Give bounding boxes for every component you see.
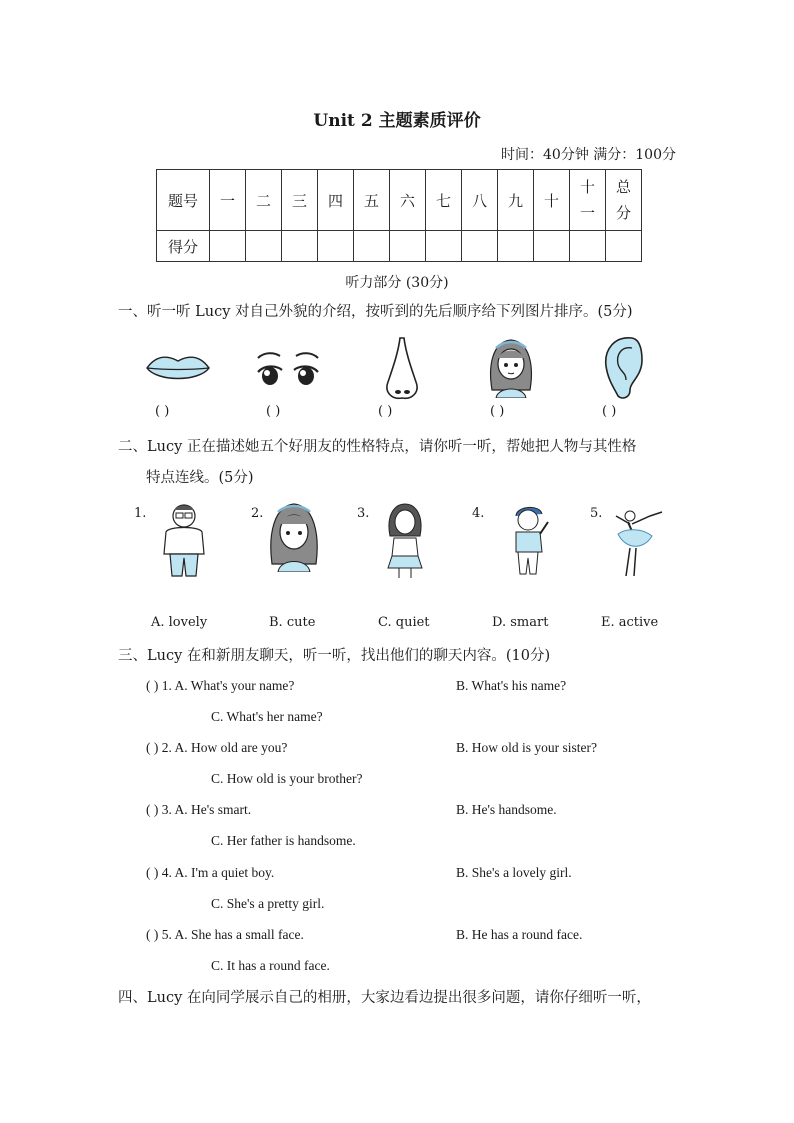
choice-b[interactable]: B. How old is your sister? — [456, 740, 597, 755]
row-label: 题号 — [157, 170, 210, 231]
col-header: 九 — [498, 170, 534, 231]
question-2-text-cont: 特点连线。(5分) — [146, 470, 254, 486]
score-cell[interactable] — [318, 231, 354, 262]
score-cell[interactable] — [282, 231, 318, 262]
question-3-text: 三、Lucy 在和新朋友聊天，听一听，找出他们的聊天内容。(10分) — [118, 648, 551, 664]
col-header: 四 — [318, 170, 354, 231]
col-header: 一 — [210, 170, 246, 231]
choice-b[interactable]: B. He has a round face. — [456, 927, 583, 942]
ear-icon — [602, 336, 646, 400]
score-cell[interactable] — [390, 231, 426, 262]
choice-b[interactable]: B. What's his name? — [456, 678, 567, 693]
man-figure-icon — [158, 502, 210, 580]
choice-c[interactable]: C. How old is your brother? — [211, 771, 363, 786]
item-number: 3. — [357, 506, 370, 521]
col-header: 十 — [534, 170, 570, 231]
score-cell[interactable] — [354, 231, 390, 262]
item-number: 5. — [590, 506, 603, 521]
option-label: E. active — [601, 615, 659, 630]
item-number: 4. — [472, 506, 485, 521]
girl-figure-icon — [266, 500, 322, 572]
choice-c[interactable]: C. What's her name? — [211, 709, 323, 724]
col-header: 十 一 — [570, 170, 606, 231]
score-cell[interactable] — [462, 231, 498, 262]
question-4-text: 四、Lucy 在向同学展示自己的相册，大家边看边提出很多问题，请你仔细听一听， — [118, 990, 651, 1006]
score-cell[interactable] — [210, 231, 246, 262]
eyes-icon — [252, 350, 324, 388]
score-table — [156, 169, 642, 262]
boy-figure-icon — [506, 502, 552, 580]
page-title: Unit 2 主题素质评价 — [313, 111, 481, 131]
choice-a[interactable]: ( ) 3. A. He's smart. — [146, 802, 252, 817]
item-number: 1. — [134, 506, 147, 521]
col-header: 二 — [246, 170, 282, 231]
choice-a[interactable]: ( ) 5. A. She has a small face. — [146, 927, 304, 942]
choice-b[interactable]: B. He's handsome. — [456, 802, 557, 817]
question-2-text: 二、Lucy 正在描述她五个好朋友的性格特点，请你听一听，帮她把人物与其性格 — [118, 439, 637, 455]
item-number: 2. — [251, 506, 264, 521]
score-cell[interactable] — [570, 231, 606, 262]
listening-header: 听力部分 (30分) — [345, 275, 449, 291]
choice-c[interactable]: C. It has a round face. — [211, 958, 330, 973]
ballet-dancer-icon — [604, 506, 666, 580]
choice-c[interactable]: C. She's a pretty girl. — [211, 896, 325, 911]
answer-blank[interactable]: ( ) — [155, 404, 170, 419]
answer-blank[interactable]: ( ) — [602, 404, 617, 419]
choice-a[interactable]: ( ) 4. A. I'm a quiet boy. — [146, 865, 275, 880]
option-label: B. cute — [269, 615, 316, 630]
score-cell[interactable] — [246, 231, 282, 262]
choice-a[interactable]: ( ) 2. A. How old are you? — [146, 740, 288, 755]
choice-a[interactable]: ( ) 1. A. What's your name? — [146, 678, 295, 693]
score-cell[interactable] — [534, 231, 570, 262]
row-label: 得分 — [157, 231, 210, 262]
answer-blank[interactable]: ( ) — [266, 404, 281, 419]
score-cell[interactable] — [498, 231, 534, 262]
col-header: 三 — [282, 170, 318, 231]
option-label: D. smart — [492, 615, 549, 630]
exam-meta: 时间：40分钟 满分：100分 — [501, 147, 676, 163]
nose-icon — [384, 336, 420, 402]
col-header: 五 — [354, 170, 390, 231]
score-cell[interactable] — [606, 231, 642, 262]
question-1-text: 一、听一听 Lucy 对自己外貌的介绍，按听到的先后顺序给下列图片排序。(5分) — [118, 304, 633, 320]
girl-portrait-icon — [486, 336, 536, 398]
answer-blank[interactable]: ( ) — [378, 404, 393, 419]
option-label: C. quiet — [378, 615, 430, 630]
option-label: A. lovely — [151, 615, 208, 630]
choice-b[interactable]: B. She's a lovely girl. — [456, 865, 572, 880]
col-header: 六 — [390, 170, 426, 231]
score-cell[interactable] — [426, 231, 462, 262]
lips-icon — [145, 352, 211, 386]
choice-c[interactable]: C. Her father is handsome. — [211, 833, 356, 848]
col-header-total: 总 分 — [606, 170, 642, 231]
schoolgirl-figure-icon — [382, 502, 428, 580]
col-header: 八 — [462, 170, 498, 231]
col-header: 七 — [426, 170, 462, 231]
answer-blank[interactable]: ( ) — [490, 404, 505, 419]
